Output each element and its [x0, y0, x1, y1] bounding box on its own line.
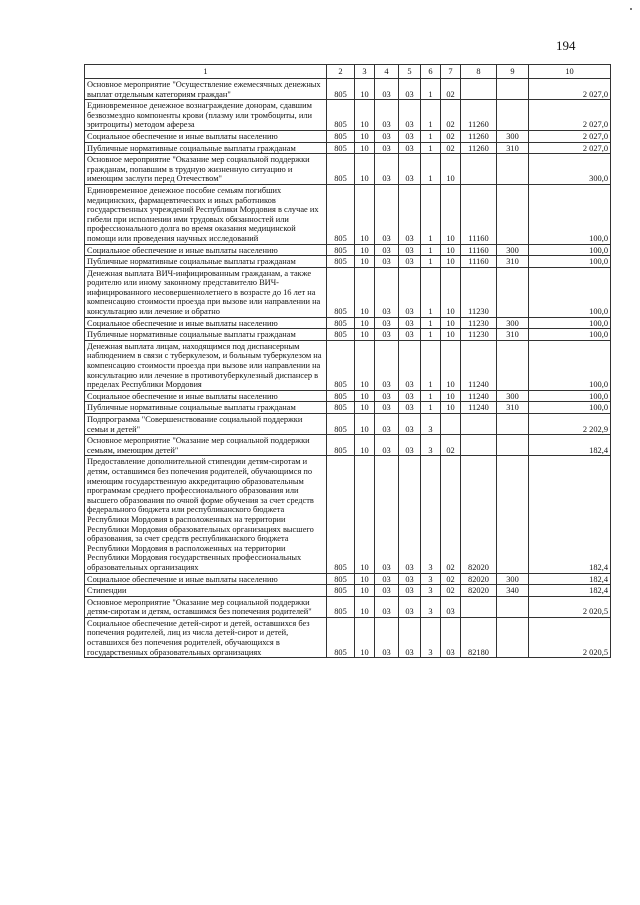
row-name: Основное мероприятие "Осуществление ежемесячных денежных выплат отдельным категориям граждан"	[85, 79, 327, 100]
section-code-cell: 10	[355, 390, 375, 402]
event-code-cell: 02	[441, 130, 461, 142]
subprogram-code-cell: 3	[421, 585, 441, 597]
expense-type-code-cell: 300	[497, 130, 529, 142]
event-code-cell: 10	[441, 329, 461, 341]
table-row	[85, 244, 611, 256]
amount-cell: 2 027,0	[529, 100, 611, 131]
row-name: Социальное обеспечение и иные выплаты населению	[85, 573, 327, 585]
program-code-cell: 03	[399, 435, 421, 456]
row-name: Подпрограмма "Совершенствование социальной поддержки семьи и детей"	[85, 414, 327, 435]
subprogram-code-cell: 1	[421, 184, 441, 244]
chapter-code-cell: 805	[327, 456, 355, 573]
subsection-code-cell: 03	[375, 100, 399, 131]
direction-code-cell: 11260	[461, 100, 497, 131]
row-name: Предоставление дополнительной стипендии детям-сиротам и детям, оставшимся без попечения родителей, обучающимся по имеющим государственную аккредитацию образовательным программам среднего профессионального образования или высшего образования по очной форме обучения за счет средств федерального бюджета или республиканского бюджета Республики Мордовия в расположенных на территории Республики Мордовия образовательных организациях высшего образования, за счет средств республиканского бюджета Республики Мордовия в расположенных на территории Республики Мордовия государственных профессиональных образовательных организациях	[85, 456, 327, 573]
subsection-code-cell: 03	[375, 456, 399, 573]
amount-cell: 2 202,9	[529, 414, 611, 435]
direction-code-cell: 11230	[461, 329, 497, 341]
subprogram-code-cell: 1	[421, 267, 441, 317]
section-code-cell: 10	[355, 100, 375, 131]
chapter-code-cell: 805	[327, 267, 355, 317]
section-code-cell: 10	[355, 617, 375, 657]
event-code-cell: 10	[441, 317, 461, 329]
expense-type-code-cell: 300	[497, 244, 529, 256]
expense-type-code-cell: 310	[497, 329, 529, 341]
table-row	[85, 130, 611, 142]
event-code-cell: 03	[441, 596, 461, 617]
table-row	[85, 317, 611, 329]
table-row	[85, 79, 611, 100]
section-code-cell: 10	[355, 130, 375, 142]
table-row	[85, 573, 611, 585]
amount-cell: 100,0	[529, 340, 611, 390]
table-row	[85, 100, 611, 131]
amount-cell: 100,0	[529, 184, 611, 244]
section-code-cell: 10	[355, 596, 375, 617]
row-name: Публичные нормативные социальные выплаты гражданам	[85, 256, 327, 268]
chapter-code-cell: 805	[327, 617, 355, 657]
page-number: 194	[556, 38, 576, 53]
row-name: Стипендии	[85, 585, 327, 597]
subprogram-code-cell: 3	[421, 414, 441, 435]
program-code-cell: 03	[399, 267, 421, 317]
row-name: Денежная выплата лицам, находящимся под диспансерным наблюдением в связи с туберкулезом, и больным туберкулезом на компенсацию стоимости проезда при вызове или направлении на консультацию или лечение в противотуберкулезный диспансер в пределах Республики Мордовия	[85, 340, 327, 390]
subprogram-code-cell: 1	[421, 390, 441, 402]
direction-code-cell: 11260	[461, 130, 497, 142]
event-code-cell: 10	[441, 402, 461, 414]
subprogram-code-cell: 1	[421, 329, 441, 341]
row-name: Основное мероприятие "Оказание мер социальной поддержки гражданам, попавшим в трудную жизненную ситуацию и имеющим заслуги перед Отечеством"	[85, 154, 327, 185]
subsection-code-cell: 03	[375, 79, 399, 100]
amount-cell: 2 027,0	[529, 79, 611, 100]
subsection-code-cell: 03	[375, 154, 399, 185]
col-header: 2	[327, 65, 355, 79]
direction-code-cell: 11160	[461, 244, 497, 256]
subsection-code-cell: 03	[375, 414, 399, 435]
section-code-cell: 10	[355, 267, 375, 317]
row-name: Основное мероприятие "Оказание мер социальной поддержки детям-сиротам и детям, оставшимся без попечения родителей"	[85, 596, 327, 617]
direction-code-cell: 11160	[461, 184, 497, 244]
subsection-code-cell: 03	[375, 340, 399, 390]
row-name: Единовременное денежное пособие семьям погибших медицинских, фармацевтических и иных работников государственных учреждений Республики Мордовия в случае их гибели при исполнении ими трудовых обязанностей или профессионального долга во время оказания медицинской помощи или проведения научных исследований	[85, 184, 327, 244]
amount-cell: 182,4	[529, 585, 611, 597]
event-code-cell: 02	[441, 456, 461, 573]
program-code-cell: 03	[399, 402, 421, 414]
expense-type-code-cell: 300	[497, 317, 529, 329]
amount-cell: 100,0	[529, 256, 611, 268]
col-header: 10	[529, 65, 611, 79]
chapter-code-cell: 805	[327, 414, 355, 435]
direction-code-cell	[461, 154, 497, 185]
section-code-cell: 10	[355, 329, 375, 341]
chapter-code-cell: 805	[327, 329, 355, 341]
program-code-cell: 03	[399, 329, 421, 341]
direction-code-cell: 11240	[461, 340, 497, 390]
program-code-cell: 03	[399, 573, 421, 585]
subprogram-code-cell: 3	[421, 435, 441, 456]
row-name: Денежная выплата ВИЧ-инфицированным гражданам, а также родителю или иному законному представителю ВИЧ-инфицированного несовершеннолетнего в возрасте до 16 лет на компенсацию стоимости проезда при вызове или направлении на консультацию или лечение и обратно	[85, 267, 327, 317]
col-header: 1	[85, 65, 327, 79]
expense-type-code-cell: 310	[497, 142, 529, 154]
subprogram-code-cell: 3	[421, 456, 441, 573]
event-code-cell: 03	[441, 617, 461, 657]
subprogram-code-cell: 1	[421, 142, 441, 154]
chapter-code-cell: 805	[327, 585, 355, 597]
subsection-code-cell: 03	[375, 142, 399, 154]
table-row	[85, 184, 611, 244]
subprogram-code-cell: 1	[421, 100, 441, 131]
chapter-code-cell: 805	[327, 390, 355, 402]
section-code-cell: 10	[355, 79, 375, 100]
program-code-cell: 03	[399, 585, 421, 597]
amount-cell: 2 027,0	[529, 130, 611, 142]
program-code-cell: 03	[399, 100, 421, 131]
program-code-cell: 03	[399, 340, 421, 390]
chapter-code-cell: 805	[327, 435, 355, 456]
event-code-cell: 02	[441, 573, 461, 585]
section-code-cell: 10	[355, 154, 375, 185]
chapter-code-cell: 805	[327, 244, 355, 256]
event-code-cell: 10	[441, 244, 461, 256]
table-row	[85, 435, 611, 456]
subprogram-code-cell: 3	[421, 596, 441, 617]
table-row	[85, 267, 611, 317]
amount-cell: 100,0	[529, 329, 611, 341]
direction-code-cell: 82020	[461, 585, 497, 597]
direction-code-cell: 11240	[461, 390, 497, 402]
direction-code-cell: 82180	[461, 617, 497, 657]
chapter-code-cell: 805	[327, 596, 355, 617]
event-code-cell: 02	[441, 79, 461, 100]
amount-cell: 300,0	[529, 154, 611, 185]
expense-type-code-cell: 310	[497, 256, 529, 268]
section-code-cell: 10	[355, 184, 375, 244]
chapter-code-cell: 805	[327, 256, 355, 268]
subprogram-code-cell: 1	[421, 130, 441, 142]
subsection-code-cell: 03	[375, 596, 399, 617]
subsection-code-cell: 03	[375, 184, 399, 244]
event-code-cell	[441, 414, 461, 435]
direction-code-cell: 82020	[461, 573, 497, 585]
event-code-cell: 10	[441, 154, 461, 185]
table-row	[85, 390, 611, 402]
expense-type-code-cell	[497, 435, 529, 456]
program-code-cell: 03	[399, 184, 421, 244]
event-code-cell: 10	[441, 267, 461, 317]
col-header: 7	[441, 65, 461, 79]
chapter-code-cell: 805	[327, 184, 355, 244]
section-code-cell: 10	[355, 244, 375, 256]
expense-type-code-cell	[497, 154, 529, 185]
program-code-cell: 03	[399, 244, 421, 256]
subprogram-code-cell: 1	[421, 154, 441, 185]
row-name: Публичные нормативные социальные выплаты гражданам	[85, 142, 327, 154]
subsection-code-cell: 03	[375, 244, 399, 256]
col-header: 3	[355, 65, 375, 79]
subprogram-code-cell: 1	[421, 317, 441, 329]
expense-type-code-cell	[497, 596, 529, 617]
section-code-cell: 10	[355, 573, 375, 585]
subsection-code-cell: 03	[375, 435, 399, 456]
chapter-code-cell: 805	[327, 130, 355, 142]
table-row	[85, 617, 611, 657]
table-row	[85, 402, 611, 414]
chapter-code-cell: 805	[327, 154, 355, 185]
chapter-code-cell: 805	[327, 340, 355, 390]
chapter-code-cell: 805	[327, 573, 355, 585]
row-name: Социальное обеспечение и иные выплаты населению	[85, 130, 327, 142]
section-code-cell: 10	[355, 256, 375, 268]
program-code-cell: 03	[399, 142, 421, 154]
section-code-cell: 10	[355, 456, 375, 573]
direction-code-cell: 11160	[461, 256, 497, 268]
expense-type-code-cell: 310	[497, 402, 529, 414]
amount-cell: 2 020,5	[529, 617, 611, 657]
section-code-cell: 10	[355, 585, 375, 597]
table-row	[85, 256, 611, 268]
expense-type-code-cell	[497, 184, 529, 244]
subprogram-code-cell: 3	[421, 573, 441, 585]
program-code-cell: 03	[399, 456, 421, 573]
direction-code-cell: 11230	[461, 317, 497, 329]
chapter-code-cell: 805	[327, 142, 355, 154]
row-name: Единовременное денежное вознаграждение донорам, сдавшим безвозмездно компоненты крови (плазму или тромбоциты, или эритроциты) методом афереза	[85, 100, 327, 131]
event-code-cell: 10	[441, 256, 461, 268]
section-code-cell: 10	[355, 340, 375, 390]
expense-type-code-cell	[497, 617, 529, 657]
col-header: 9	[497, 65, 529, 79]
chapter-code-cell: 805	[327, 317, 355, 329]
direction-code-cell: 11230	[461, 267, 497, 317]
section-code-cell: 10	[355, 317, 375, 329]
amount-cell: 100,0	[529, 402, 611, 414]
row-name: Социальное обеспечение и иные выплаты населению	[85, 244, 327, 256]
section-code-cell: 10	[355, 435, 375, 456]
subsection-code-cell: 03	[375, 130, 399, 142]
program-code-cell: 03	[399, 256, 421, 268]
col-header: 4	[375, 65, 399, 79]
table-row	[85, 340, 611, 390]
subprogram-code-cell: 3	[421, 617, 441, 657]
program-code-cell: 03	[399, 130, 421, 142]
chapter-code-cell: 805	[327, 79, 355, 100]
table-row	[85, 585, 611, 597]
direction-code-cell: 11260	[461, 142, 497, 154]
row-name: Социальное обеспечение и иные выплаты населению	[85, 317, 327, 329]
row-name: Публичные нормативные социальные выплаты гражданам	[85, 329, 327, 341]
program-code-cell: 03	[399, 596, 421, 617]
row-name: Социальное обеспечение детей-сирот и детей, оставшихся без попечения родителей, лиц из числа детей-сирот и детей, оставшихся без попечения родителей, обучающихся в государственных образовательных организациях	[85, 617, 327, 657]
amount-cell: 2 027,0	[529, 142, 611, 154]
program-code-cell: 03	[399, 79, 421, 100]
row-name: Социальное обеспечение и иные выплаты населению	[85, 390, 327, 402]
subprogram-code-cell: 1	[421, 244, 441, 256]
event-code-cell: 02	[441, 100, 461, 131]
section-code-cell: 10	[355, 402, 375, 414]
col-header: 6	[421, 65, 441, 79]
subsection-code-cell: 03	[375, 256, 399, 268]
program-code-cell: 03	[399, 617, 421, 657]
table-row	[85, 142, 611, 154]
subsection-code-cell: 03	[375, 317, 399, 329]
direction-code-cell	[461, 435, 497, 456]
direction-code-cell: 11240	[461, 402, 497, 414]
event-code-cell: 02	[441, 142, 461, 154]
section-code-cell: 10	[355, 414, 375, 435]
direction-code-cell: 82020	[461, 456, 497, 573]
chapter-code-cell: 805	[327, 100, 355, 131]
expense-type-code-cell: 300	[497, 573, 529, 585]
row-name: Основное мероприятие "Оказание мер социальной поддержки семьям, имеющим детей"	[85, 435, 327, 456]
amount-cell: 2 020,5	[529, 596, 611, 617]
header-row	[85, 65, 611, 79]
amount-cell: 100,0	[529, 390, 611, 402]
program-code-cell: 03	[399, 414, 421, 435]
expense-type-code-cell: 300	[497, 390, 529, 402]
event-code-cell: 10	[441, 390, 461, 402]
event-code-cell: 10	[441, 184, 461, 244]
amount-cell: 100,0	[529, 317, 611, 329]
amount-cell: 182,4	[529, 573, 611, 585]
amount-cell: 182,4	[529, 456, 611, 573]
subsection-code-cell: 03	[375, 585, 399, 597]
subprogram-code-cell: 1	[421, 402, 441, 414]
row-name: Публичные нормативные социальные выплаты гражданам	[85, 402, 327, 414]
program-code-cell: 03	[399, 317, 421, 329]
expense-type-code-cell	[497, 414, 529, 435]
event-code-cell: 10	[441, 340, 461, 390]
subsection-code-cell: 03	[375, 329, 399, 341]
subsection-code-cell: 03	[375, 573, 399, 585]
budget-table	[84, 64, 611, 658]
expense-type-code-cell	[497, 79, 529, 100]
chapter-code-cell: 805	[327, 402, 355, 414]
program-code-cell: 03	[399, 390, 421, 402]
budget-table-container	[84, 64, 610, 658]
event-code-cell: 02	[441, 435, 461, 456]
program-code-cell: 03	[399, 154, 421, 185]
col-header: 8	[461, 65, 497, 79]
expense-type-code-cell	[497, 100, 529, 131]
expense-type-code-cell: 340	[497, 585, 529, 597]
col-header: 5	[399, 65, 421, 79]
section-code-cell: 10	[355, 142, 375, 154]
direction-code-cell	[461, 79, 497, 100]
scan-speck	[630, 8, 632, 10]
subprogram-code-cell: 1	[421, 340, 441, 390]
subprogram-code-cell: 1	[421, 79, 441, 100]
amount-cell: 100,0	[529, 244, 611, 256]
table-row	[85, 596, 611, 617]
table-row	[85, 414, 611, 435]
amount-cell: 100,0	[529, 267, 611, 317]
subprogram-code-cell: 1	[421, 256, 441, 268]
direction-code-cell	[461, 414, 497, 435]
table-row	[85, 456, 611, 573]
expense-type-code-cell	[497, 340, 529, 390]
expense-type-code-cell	[497, 267, 529, 317]
table-row	[85, 329, 611, 341]
amount-cell: 182,4	[529, 435, 611, 456]
subsection-code-cell: 03	[375, 402, 399, 414]
event-code-cell: 02	[441, 585, 461, 597]
table-row	[85, 154, 611, 185]
subsection-code-cell: 03	[375, 390, 399, 402]
subsection-code-cell: 03	[375, 617, 399, 657]
subsection-code-cell: 03	[375, 267, 399, 317]
direction-code-cell	[461, 596, 497, 617]
expense-type-code-cell	[497, 456, 529, 573]
